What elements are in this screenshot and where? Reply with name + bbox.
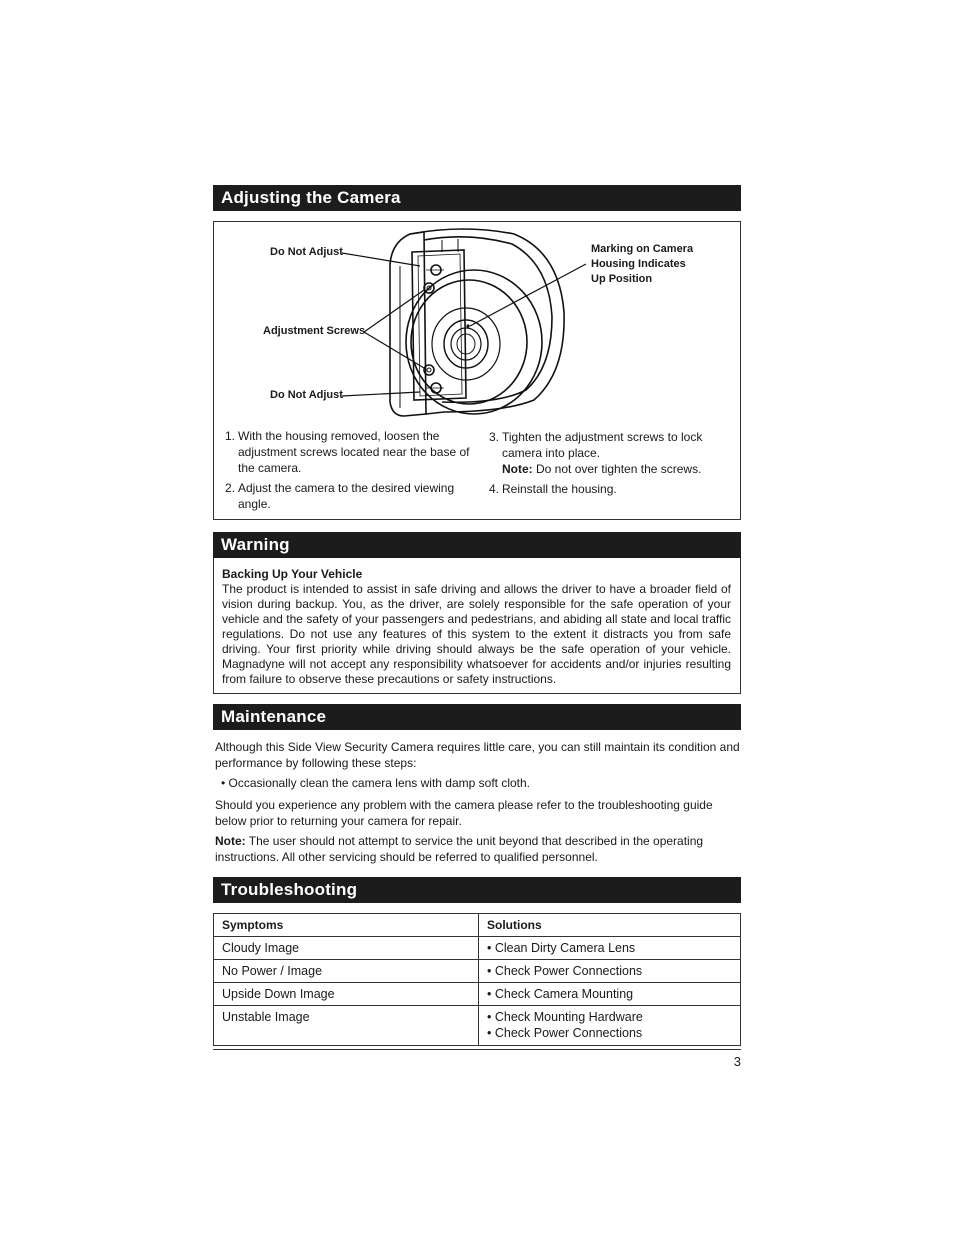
solution-line: • Check Power Connections — [487, 964, 643, 978]
step-2 — [225, 480, 470, 512]
symptom-cell: Upside Down Image — [214, 983, 479, 1006]
label-marking-line1: Marking on Camera — [591, 243, 694, 255]
step-2-number: 2. — [225, 481, 236, 495]
section-title-troubleshooting: Troubleshooting — [213, 877, 741, 903]
page-number: 3 — [733, 1054, 741, 1069]
section-title-warning: Warning — [213, 532, 741, 558]
step-2-text: Adjust the camera to the desired viewing angle. — [238, 481, 455, 511]
step-3-note-text: Do not over tighten the screws. — [532, 462, 702, 476]
adjusting-box — [213, 221, 741, 520]
section-title-maintenance: Maintenance — [213, 704, 741, 730]
header-solutions: Solutions — [479, 914, 741, 937]
solution-cell — [479, 937, 741, 960]
warning-subtitle: Backing Up Your Vehicle — [222, 567, 363, 581]
symptom-cell: Unstable Image — [214, 1006, 479, 1046]
solution-line: • Check Camera Mounting — [487, 987, 634, 1001]
label-adjustment-screws: Adjustment Screws — [263, 325, 366, 337]
label-marking-line2: Housing Indicates — [591, 258, 686, 270]
solution-line: • Check Power Connections — [487, 1026, 643, 1040]
label-marking-line3: Up Position — [591, 273, 653, 285]
step-3 — [489, 429, 719, 477]
step-4-number: 4. — [489, 482, 500, 496]
step-1-number: 1. — [225, 429, 236, 443]
table-header-row — [214, 914, 741, 937]
maintenance-bullet: • Occasionally clean the camera lens with damp soft cloth. — [221, 776, 531, 790]
step-3-note — [489, 461, 719, 477]
step-3-note-label: Note: — [502, 462, 533, 476]
maintenance-note-text: The user should not attempt to service the unit beyond that described in the operating instructions. All other servicing should be referred to qualified personnel. — [215, 834, 704, 864]
maintenance-intro: Although this Side View Security Camera requires little care, you can still maintain its condition and performance by following these steps: — [215, 740, 740, 770]
solution-cell — [479, 983, 741, 1006]
label-do-not-adjust-top: Do Not Adjust — [270, 246, 343, 258]
header-symptoms: Symptoms — [214, 914, 479, 937]
symptom-cell: Cloudy Image — [214, 937, 479, 960]
solution-cell — [479, 1006, 741, 1046]
section-title-adjusting: Adjusting the Camera — [213, 185, 741, 211]
table-row — [214, 1006, 741, 1046]
maintenance-note-label: Note: — [215, 834, 246, 848]
symptom-cell: No Power / Image — [214, 960, 479, 983]
step-3-text: Tighten the adjustment screws to lock camera into place. — [502, 430, 703, 460]
step-1 — [225, 428, 470, 476]
step-1-text: With the housing removed, loosen the adjustment screws located near the base of the camera. — [238, 429, 470, 475]
step-3-number: 3. — [489, 430, 500, 444]
table-row — [214, 937, 741, 960]
solution-cell — [479, 960, 741, 983]
warning-body: The product is intended to assist in safe driving and allows the driver to have a broader field of vision during backup. You, as the driver, are solely responsible for the safe operation of your vehicle and the safety of your passengers and pedestrians, and abiding all state and local traffic regulations. Do not use any features of this system to the extent it distracts you from safe driving. Your first priority while driving should always be the safe operation of your vehicle. Magnadyne will not accept any responsibility whatsoever for accidents and/or injuries resulting from failure to observe these precautions or safety instructions. — [222, 582, 731, 686]
solution-line: • Clean Dirty Camera Lens — [487, 941, 636, 955]
label-do-not-adjust-bottom: Do Not Adjust — [270, 389, 343, 401]
maintenance-note — [215, 833, 740, 865]
step-4-text: Reinstall the housing. — [502, 482, 617, 496]
solution-line: • Check Mounting Hardware — [487, 1010, 643, 1024]
warning-box — [213, 558, 741, 694]
table-row — [214, 960, 741, 983]
footer-rule — [213, 1049, 741, 1050]
maintenance-troubleshoot-ref: Should you experience any problem with the camera please refer to the troubleshooting guide below prior to returning your camera for repair. — [215, 798, 713, 828]
troubleshooting-table — [213, 913, 741, 1046]
step-4 — [489, 481, 719, 497]
table-row — [214, 983, 741, 1006]
